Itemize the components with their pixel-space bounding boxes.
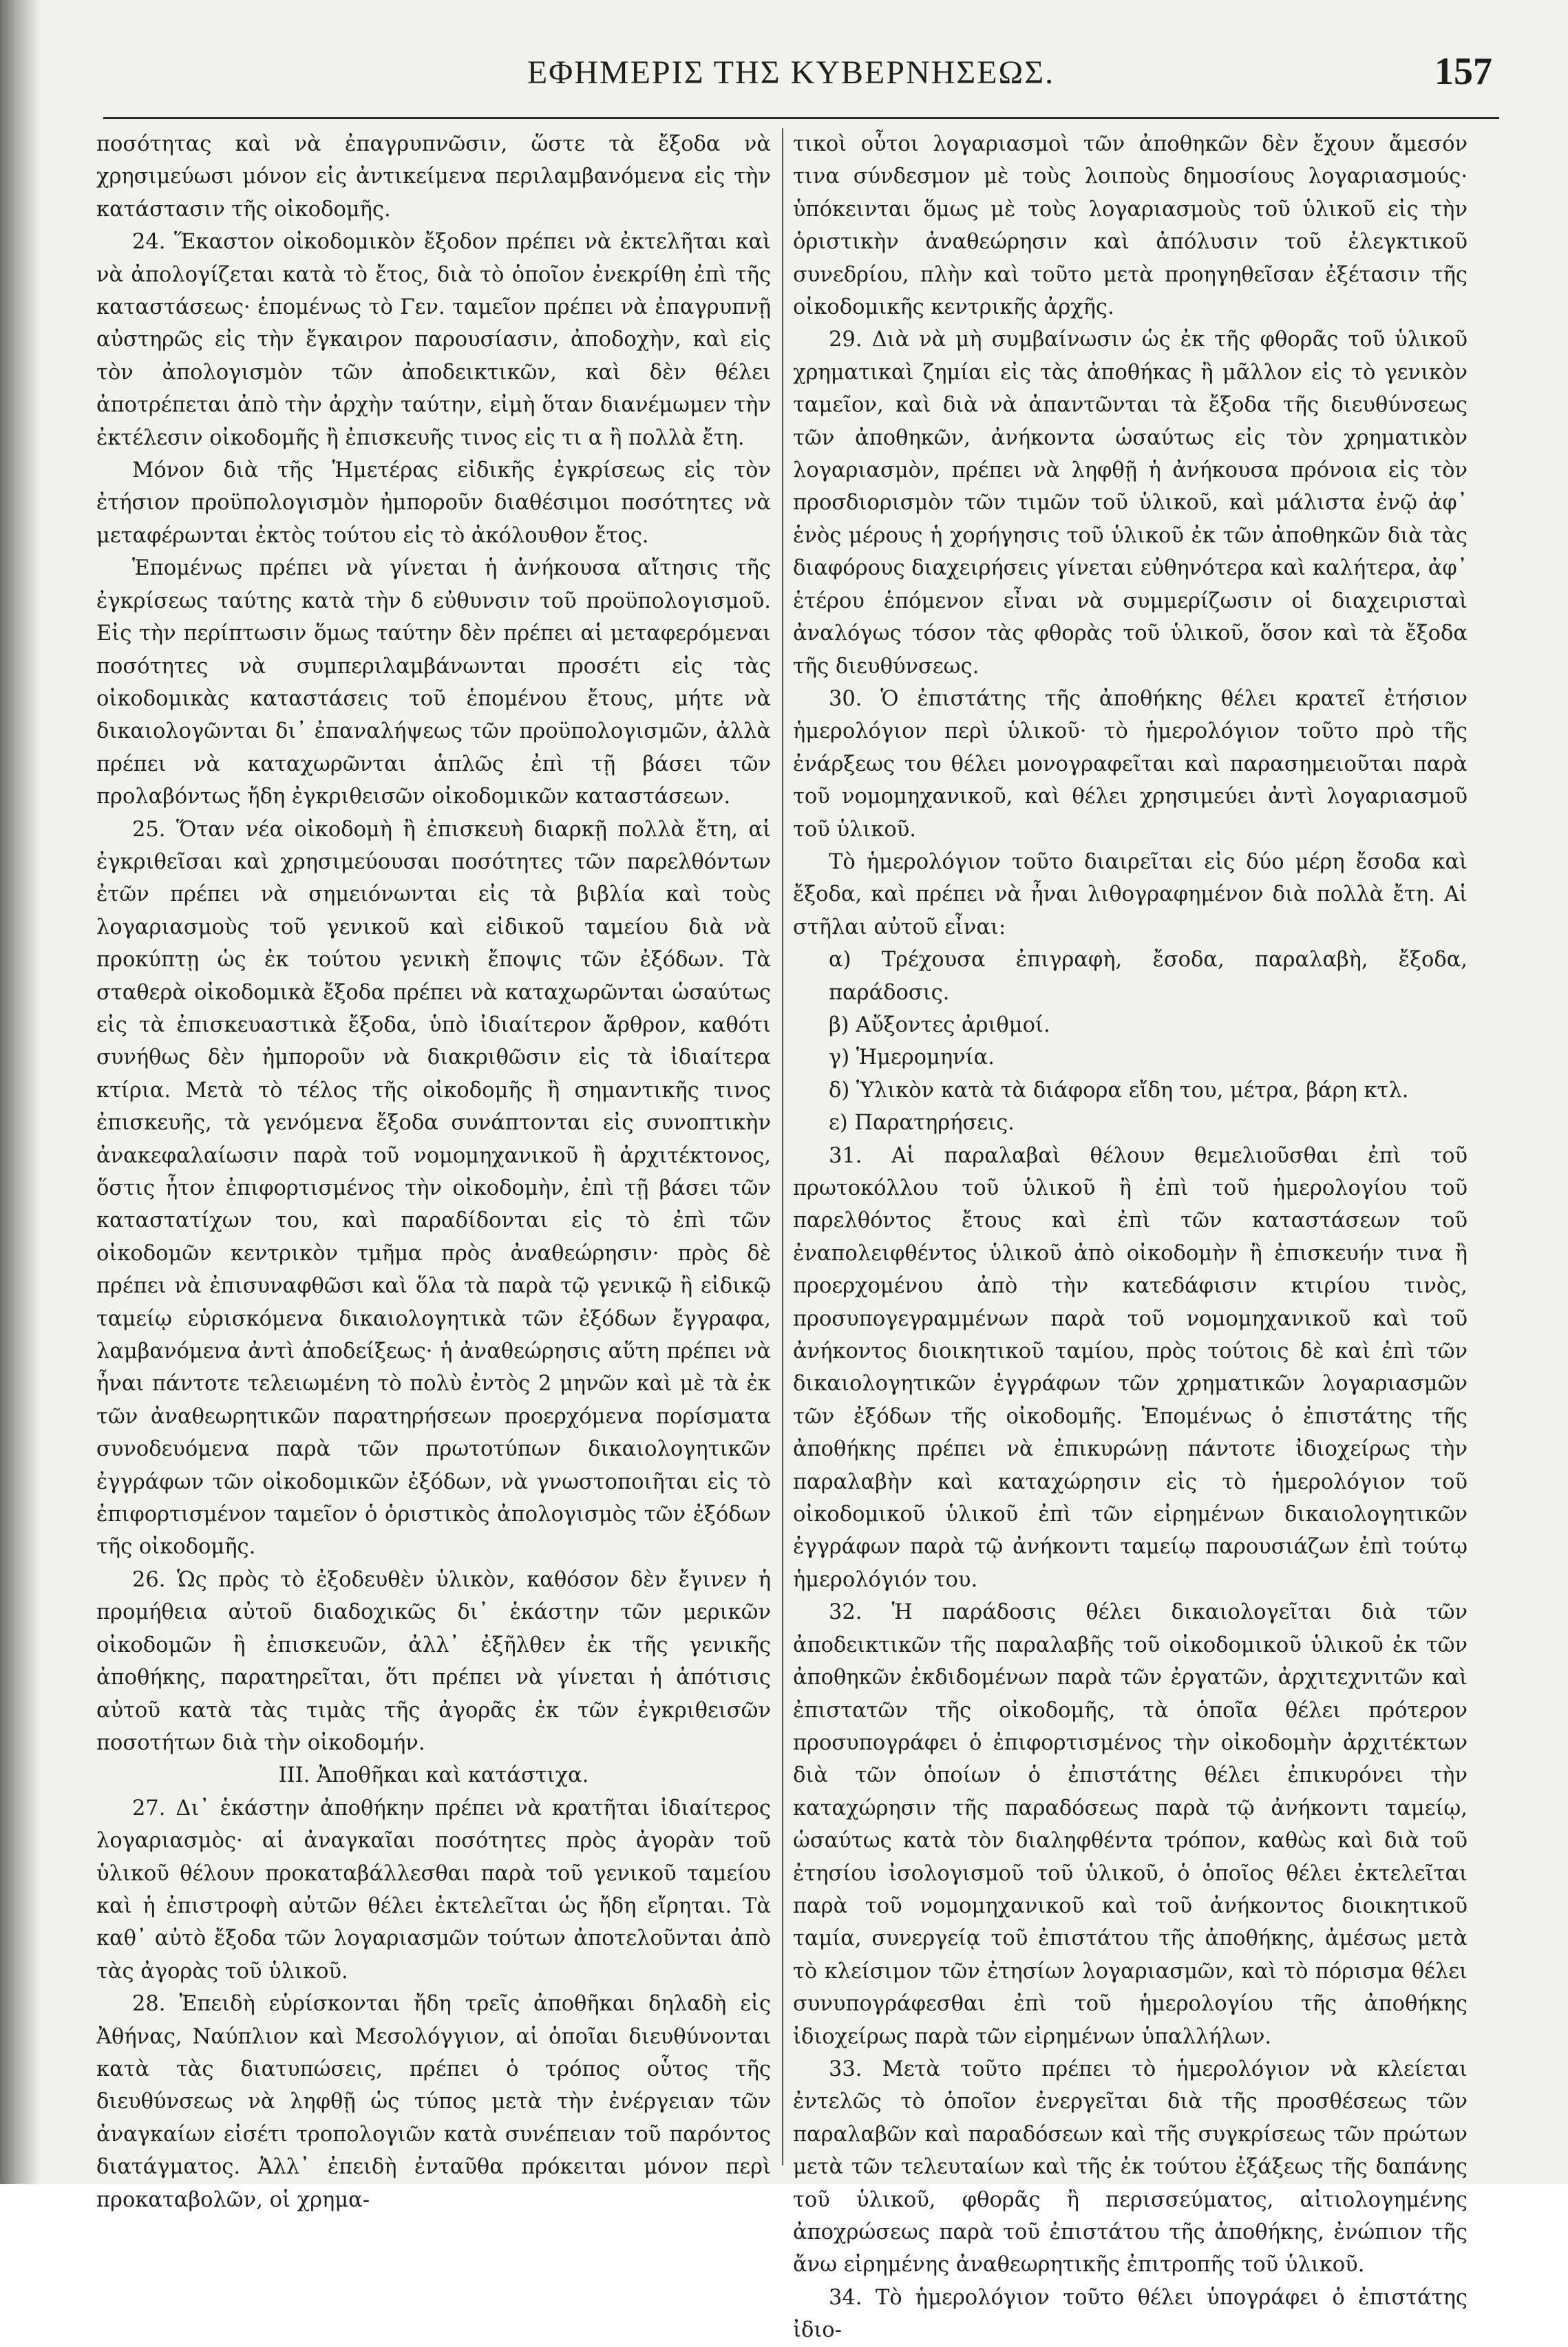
list-item: ε) Παρατηρήσεις. bbox=[829, 1111, 1015, 1136]
header-rule bbox=[103, 117, 1499, 119]
list-item: β) Αὔξοντες ἀριθμοί. bbox=[829, 1012, 1050, 1037]
article-32: 32. Ἡ παράδοσις θέλει δικαιολογεῖται διὰ τῶν ἀποδεικτικῶν τῆς παραλαβῆς τοῦ οἰκοδομικοῦ ὑλικοῦ ἐκ τῶν ἀποθηκῶν ἐκδιδομένων παρὰ τῶν ἐργατῶν, ἀρχιτεχνιτῶν καὶ ἐπιστατῶν τῆς οἰκοδομῆς, τὰ ὁποῖα θέλει πρότερον προσυπογράφει ὁ ἐπιφορτισμένος τὴν οἰκοδομὴν ἀρχιτέκτων διὰ τῶν ὁποίων ὁ ἐπιστάτης θέλει ἐπικυρόνει τὴν καταχώρησιν τῆς παραδόσεως παρὰ τῷ ἀνήκοντι ταμείῳ, ὡσαύτως κατὰ τὸν διαληφθέντα τρόπον, καθὼς καὶ διὰ τοῦ ἐτησίου ἰσολογισμοῦ τοῦ ὑλικοῦ, ὁ ὁποῖος θέλει ἐκτελεῖται παρὰ τοῦ νομομηχανικοῦ καὶ τοῦ ἀνήκοντος διοικητικοῦ ταμία, συνεργείᾳ τοῦ ἐπιστάτου τῆς ἀποθήκης, ἀμέσως μετὰ τὸ κλείσιμον τῶν ἐτησίων λογαριασμῶν, καὶ τὸ πόρισμα θέλει συνυπογράφεσθαι ἐπὶ τοῦ ἡμερολογίου τῆς ἀποθήκης ἰδιοχείρως παρὰ τῶν εἰρημένων ὑπαλλήλων. bbox=[793, 1600, 1468, 2049]
continued-paragraph: ποσότητας καὶ νὰ ἐπαγρυπνῶσιν, ὥστε τὰ ἔξοδα νὰ χρησιμεύωσι μόνον εἰς ἀντικείμενα περιλαμβανόμενα εἰς τὴν κατάστασιν τῆς οἰκοδομῆς. bbox=[96, 132, 771, 222]
list-item: γ) Ἡμερομηνία. bbox=[829, 1045, 995, 1070]
column-rule bbox=[782, 128, 783, 2165]
section-heading: ΙΙΙ. Ἀποθῆκαι καὶ κατάστιχα. bbox=[278, 1763, 589, 1788]
page-number: 157 bbox=[1434, 50, 1492, 93]
article-33: 33. Μετὰ τοῦτο πρέπει τὸ ἡμερολόγιον νὰ κλείεται ἐντελῶς τὸ ὁποῖον ἐνεργεῖται διὰ τῆς προσθέσεως τῶν παραλαβῶν καὶ παραδόσεων καὶ τῆς συγκρίσεως τῶν πρώτων μετὰ τῶν τελευταίων καὶ τῆς ἐκ τούτου ἐξάξεως τῆς δαπάνης τοῦ ὑλικοῦ, φθορᾶς ἢ περισσεύματος, αἰτιολογημένης ἀποχρώσεως παρὰ τοῦ ἐπιστάτου τῆς ἀποθήκης, ἐνώπιον τῆς ἄνω εἰρημένης ἀναθεωρητικῆς ἐπιτροπῆς τοῦ ὑλικοῦ. bbox=[793, 2057, 1468, 2277]
running-title: ΕΦΗΜΕΡΙΣ ΤΗΣ ΚΥΒΕΡΝΗΣΕΩΣ. bbox=[527, 54, 1055, 91]
right-column bbox=[793, 128, 1468, 2343]
article-26: 26. Ὡς πρὸς τὸ ἐξοδευθὲν ὑλικὸν, καθόσον δὲν ἔγινεν ἡ προμήθεια αὐτοῦ διαδοχικῶς δι᾽ ἑκάστην τῶν μερικῶν οἰκοδομῶν ἢ ἐπισκευῶν, ἀλλ᾽ ἐξῆλθεν ἐκ τῆς γενικῆς ἀποθήκης, παρατηρεῖται, ὅτι πρέπει νὰ γίνεται ἡ ἀπότισις αὐτοῦ κατὰ τὰς τιμὰς τῆς ἀγορᾶς ἐκ τῶν ἐγκριθεισῶν ποσοτήτων διὰ τὴν οἰκοδομήν. bbox=[96, 1567, 771, 1755]
left-column bbox=[96, 128, 771, 2212]
article-30-paragraph-2: Τὸ ἡμερολόγιον τοῦτο διαιρεῖται εἰς δύο μέρη ἔσοδα καὶ ἔξοδα, καὶ πρέπει νὰ ἦναι λιθογραφημένον διὰ πολλὰ ἔτη. Αἱ στῆλαι αὐτοῦ εἶναι: bbox=[793, 849, 1468, 939]
article-24: 24. Ἕκαστον οἰκοδομικὸν ἔξοδον πρέπει νὰ ἐκτελῆται καὶ νὰ ἀπολογίζεται κατὰ τὸ ἔτος, διὰ τὸ ὁποῖον ἐνεκρίθη ἐπὶ τῆς καταστάσεως· ἑπομένως τὸ Γεν. ταμεῖον πρέπει νὰ ἐπαγρυπνῇ αὐστηρῶς εἰς τὴν ἔγκαιρον παρουσίασιν, ἀποδοχὴν, καὶ εἰς τὸν ἀπολογισμὸν τῶν ἀποδεικτικῶν, καὶ δὲν θέλει ἀποτρέπεται ἀπὸ τὴν ἀρχὴν ταύτην, εἰμὴ ὅταν διανέμωμεν τὴν ἐκτέλεσιν οἰκοδομῆς ἢ ἐπισκευῆς τινος εἰς τι α ἢ πολλὰ ἔτη. bbox=[96, 230, 771, 450]
article-27: 27. Δι᾽ ἑκάστην ἀποθήκην πρέπει νὰ κρατῆται ἰδιαίτερος λογαριασμὸς· αἱ ἀναγκαῖαι ποσότητες πρὸς ἀγορὰν τοῦ ὑλικοῦ θέλουν προκαταβάλλεσθαι παρὰ τοῦ γενικοῦ ταμείου καὶ ἡ ἐπιστροφὴ αὐτῶν θέλει ἐκτελεῖται ὡς ἤδη εἴρηται. Τὰ καθ᾽ αὐτὸ ἔξοδα τῶν λογαριασμῶν τούτων ἀποτελοῦνται ἀπὸ τὰς ἀγορὰς τοῦ ὑλικοῦ. bbox=[96, 1796, 771, 1984]
article-24-paragraph-2: Μόνον διὰ τῆς Ἡμετέρας εἰδικῆς ἐγκρίσεως εἰς τὸν ἐτήσιον προϋπολογισμὸν ἠμποροῦν διαθέσιμοι ποσότητες νὰ μεταφέρωνται ἐκτὸς τούτου εἰς τὸ ἀκόλουθον ἔτος. bbox=[96, 458, 771, 548]
article-25: 25. Ὅταν νέα οἰκοδομὴ ἢ ἐπισκευὴ διαρκῇ πολλὰ ἔτη, αἱ ἐγκριθεῖσαι καὶ χρησιμεύουσαι ποσότητες τῶν παρελθόντων ἐτῶν πρέπει νὰ σημειόνωνται εἰς τὰ βιβλία καὶ τοὺς λογαριασμοὺς τοῦ γενικοῦ καὶ εἰδικοῦ ταμείου διὰ νὰ προκύπτῃ ὡς ἐκ τούτου γενικὴ ἔποψις τῶν ἐξόδων. Τὰ σταθερὰ οἰκοδομικὰ ἔξοδα πρέπει νὰ καταχωρῶνται ὡσαύτως εἰς τὰ ἐπισκευαστικὰ ἔξοδα, ὑπὸ ἰδιαίτερον ἄρθρον, καθότι συνήθως δὲν ἠμποροῦν νὰ διακριθῶσιν εἰς τὰ ἰδιαίτερα κτίρια. Μετὰ τὸ τέλος τῆς οἰκοδομῆς ἢ σημαντικῆς τινος ἐπισκευῆς, τὰ γενόμενα ἔξοδα συνάπτονται εἰς συνοπτικὴν ἀνακεφαλαίωσιν παρὰ τοῦ νομομηχανικοῦ ἢ ἀρχιτέκτονος, ὅστις ἦτον ἐπιφορτισμένος τὴν οἰκοδομὴν, ἐπὶ τῇ βάσει τῶν καταστατίχων του, καὶ παραδίδονται εἰς τὸ ἐπὶ τῶν οἰκοδομῶν κεντρικὸν τμῆμα πρὸς ἀναθεώρησιν· πρὸς δὲ πρέπει νὰ ἐπισυναφθῶσι καὶ ὅλα τὰ παρὰ τῷ γενικῷ ἢ εἰδικῷ ταμείῳ εὑρισκόμενα δικαιολογητικὰ τῶν ἐξόδων ἔγγραφα, λαμβανόμενα ἀντὶ ἀποδείξεως· ἡ ἀναθεώρησις αὕτη πρέπει νὰ ἦναι πάντοτε τελειωμένη τὸ πολὺ ἐντὸς 2 μηνῶν καὶ μὲ τὰ ἐκ τῶν ἀναθεωρητικῶν παρατηρήσεων προερχόμενα πορίσματα συνοδευόμενα παρὰ τῶν πρωτοτύπων δικαιολογητικῶν ἐγγράφων τῶν οἰκοδομικῶν ἐξόδων, νὰ γνωστοποιῆται εἰς τὸ ἐπιφορτισμένον ταμεῖον ὁ ὁριστικὸς ἀπολογισμὸς τῶν ἐξόδων τῆς οἰκοδομῆς. bbox=[96, 817, 771, 1560]
article-28: 28. Ἐπειδὴ εὑρίσκονται ἤδη τρεῖς ἀποθῆκαι δηλαδὴ εἰς Ἀθήνας, Ναύπλιον καὶ Μεσολόγγιον, αἱ ὁποῖαι διευθύνονται κατὰ τὰς διατυπώσεις, πρέπει ὁ τρόπος οὗτος τῆς διευθύνσεως νὰ ληφθῇ ὡς τύπος μετὰ τὴν ἐνέργειαν τῶν ἀναγκαίων εἰσέτι τροπολογιῶν κατὰ συνέπειαν τοῦ παρόντος διατάγματος. Ἀλλ᾽ ἐπειδὴ ἐνταῦθα πρόκειται μόνον περὶ προκαταβολῶν, οἱ χρημα- bbox=[96, 1992, 771, 2212]
list-item: δ) Ὑλικὸν κατὰ τὰ διάφορα εἴδη του, μέτρα, βάρη κτλ. bbox=[829, 1078, 1409, 1103]
list-item: α) Τρέχουσα ἐπιγραφὴ, ἔσοδα, παραλαβὴ, ἔξοδα, παράδοσις. bbox=[829, 948, 1468, 1005]
continued-paragraph: τικοὶ οὗτοι λογαριασμοὶ τῶν ἀποθηκῶν δὲν ἔχουν ἄμεσόν τινα σύνδεσμον μὲ τοὺς λοιποὺς δημοσίους λογαριασμούς· ὑπόκεινται ὅμως μὲ τοὺς λογαριασμοὺς τοῦ ὑλικοῦ εἰς τὴν ὁριστικὴν ἀναθεώρησιν καὶ ἀπόλυσιν τοῦ ἐλεγκτικοῦ συνεδρίου, πλὴν καὶ τοῦτο μετὰ προηγηθεῖσαν ἐξέτασιν τῆς οἰκοδομικῆς κεντρικῆς ἀρχῆς. bbox=[793, 132, 1468, 320]
article-29: 29. Διὰ νὰ μὴ συμβαίνωσιν ὡς ἐκ τῆς φθορᾶς τοῦ ὑλικοῦ χρηματικαὶ ζημίαι εἰς τὰς ἀποθήκας ἢ μᾶλλον εἰς τὸ γενικὸν ταμεῖον, καὶ διὰ νὰ ἀπαντῶνται τὰ ἔξοδα τῆς διευθύνσεως τῶν ἀποθηκῶν, ἀνήκοντα ὡσαύτως εἰς τὸν χρηματικὸν λογαριασμὸν, πρέπει νὰ ληφθῇ ἡ ἀνήκουσα πρόνοια εἰς τὸν προσδιορισμὸν τῶν τιμῶν τοῦ ὑλικοῦ, καὶ μάλιστα ἐνῷ ἀφ᾽ ἑνὸς μέρους ἡ χορήγησις τοῦ ὑλικοῦ ἐκ τῶν ἀποθηκῶν διὰ τὰς διαφόρους διαχειρήσεις γίνεται εὐθηνότερα καὶ καλήτερα, ἀφ᾽ ἑτέρου ἑπόμενον εἶναι νὰ συμμερίζωσιν οἱ διαχειρισταὶ ἀναλόγως τόσον τὰς φθορὰς τοῦ ὑλικοῦ, ὅσον καὶ τὰ ἔξοδα τῆς διευθύνσεως. bbox=[793, 328, 1468, 679]
article-24-paragraph-3: Ἑπομένως πρέπει νὰ γίνεται ἡ ἀνήκουσα αἴτησις τῆς ἐγκρίσεως ταύτης κατὰ τὴν δ εὐθυνσιν τοῦ προϋπολογισμοῦ. Εἰς τὴν περίπτωσιν ὅμως ταύτην δὲν πρέπει αἱ μεταφερόμεναι ποσότητες νὰ συμπεριλαμβάνωνται προσέτι εἰς τὰς οἰκοδομικὰς καταστάσεις τοῦ ἑπομένου ἔτους, μήτε νὰ δικαιολογῶνται δι᾽ ἐπαναλήψεως τῶν προϋπολογισμῶν, ἀλλὰ πρέπει νὰ καταχωρῶνται ἁπλῶς ἐπὶ τῇ βάσει τῶν προλαβόντως ἤδη ἐγκριθεισῶν οἰκοδομικῶν καταστάσεων. bbox=[96, 556, 771, 809]
article-34: 34. Τὸ ἡμερολόγιον τοῦτο θέλει ὑπογράφει ὁ ἐπιστάτης ἰδιο- bbox=[793, 2285, 1468, 2343]
article-31: 31. Αἱ παραλαβαὶ θέλουν θεμελιοῦσθαι ἐπὶ τοῦ πρωτοκόλλου τοῦ ὑλικοῦ ἢ ἐπὶ τοῦ ἡμερολογίου τοῦ παρελθόντος ἔτους καὶ ἐπὶ τῶν καταστάσεων τοῦ ἐναπολειφθέντος ὑλικοῦ ἀπὸ οἰκοδομὴν ἢ ἐπισκευήν τινα ἢ προερχομένου ἀπὸ τὴν κατεδάφισιν κτιρίου τινὸς, προσυπογεγραμμένων παρὰ τοῦ νομομηχανικοῦ καὶ τοῦ ἀνήκοντος διοικητικοῦ ταμίου, πρὸς τούτοις δὲ καὶ ἐπὶ τῶν δικαιολογητικῶν ἐγγράφων τῶν χρηματικῶν λογαριασμῶν τῶν ἐξόδων τῆς οἰκοδομῆς. Ἑπομένως ὁ ἐπιστάτης τῆς ἀποθήκης πρέπει νὰ ἐπικυρώνῃ πάντοτε ἰδιοχείρως τὴν παραλαβὴν καὶ καταχώρησιν εἰς τὸ ἡμερολόγιον τοῦ οἰκοδομικοῦ ὑλικοῦ ἐπὶ τῶν εἰρημένων δικαιολογητικῶν ἐγγράφων παρὰ τῷ ἀνήκοντι ταμείῳ παρουσιάζων ἐπὶ τούτῳ ἡμερολόγιόν του. bbox=[793, 1143, 1468, 1592]
article-30: 30. Ὁ ἐπιστάτης τῆς ἀποθήκης θέλει κρατεῖ ἐτήσιον ἡμερολόγιον περὶ ὑλικοῦ· τὸ ἡμερολόγιον τοῦτο πρὸ τῆς ἐνάρξεως του θέλει μονογραφεῖται καὶ παρασημειοῦται παρὰ τοῦ νομομηχανικοῦ, καὶ θέλει χρησιμεύει ἀντὶ λογαριασμοῦ τοῦ ὑλικοῦ. bbox=[793, 686, 1468, 842]
page-header bbox=[83, 50, 1499, 105]
page-binding-shadow bbox=[0, 0, 41, 2184]
